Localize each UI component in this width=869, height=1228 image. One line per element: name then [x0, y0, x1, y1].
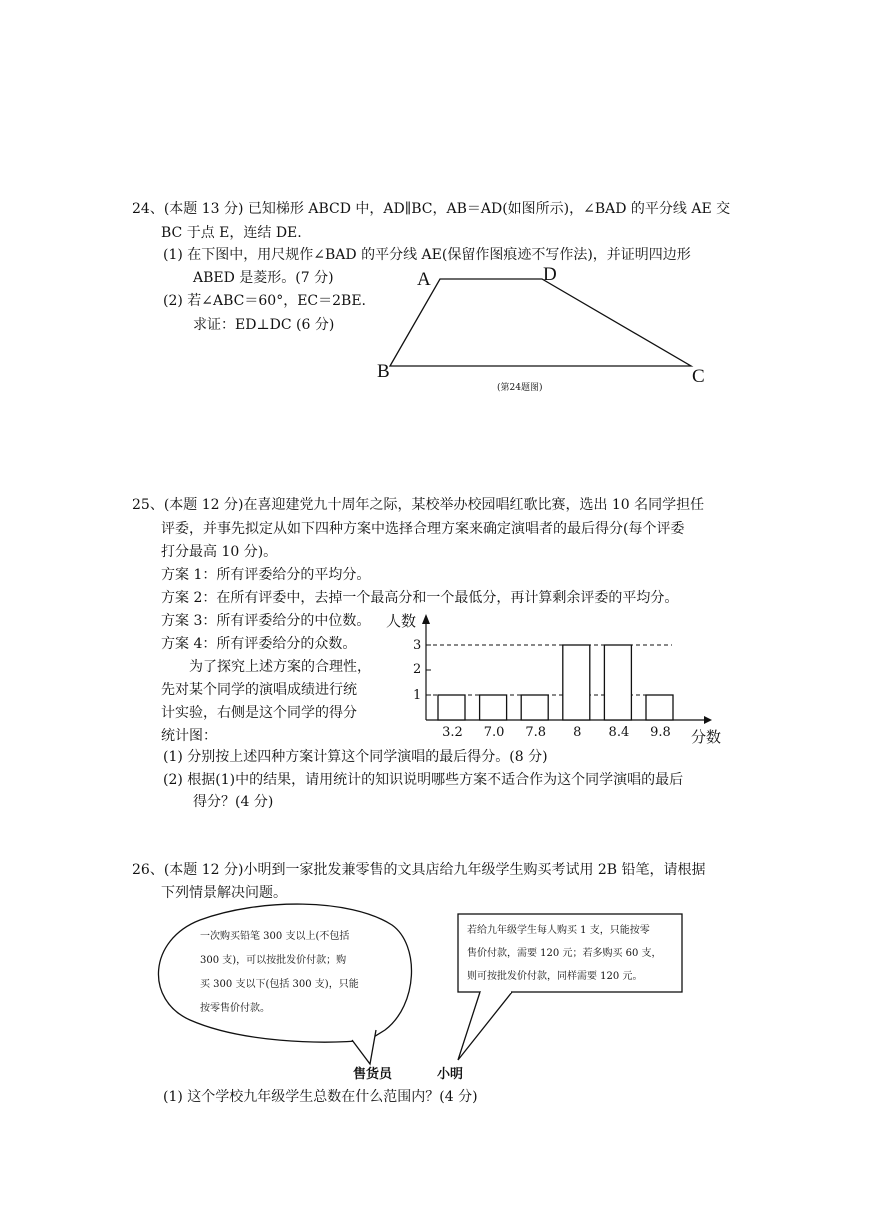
vertex-a-label: A	[417, 269, 431, 290]
q25-stem-line2: 评委，并事先拟定从如下四种方案中选择合理方案来确定演唱者的最后得分(每个评委	[161, 521, 685, 537]
q24-part1-line1: (1) 在下图中，用尺规作∠BAD 的平分线 AE(保留作图痕迹不写作法)，并证明四边形	[163, 247, 691, 263]
x-tick-label-9.8: 9.8	[650, 725, 671, 740]
ming-box-line3: 则可按批发价付款，同样需要 120 元。	[467, 971, 643, 982]
q25-plan4: 方案 4：所有评委给分的众数。	[161, 636, 357, 652]
q25-plan3: 方案 3：所有评委给分的中位数。	[161, 613, 371, 629]
q24-part2-line1: (2) 若∠ABC＝60°，EC＝2BE.	[163, 293, 366, 309]
q25-desc1: 为了探究上述方案的合理性，	[189, 659, 371, 675]
q25-plan1: 方案 1：所有评委给分的平均分。	[161, 567, 371, 583]
vertex-b-label: B	[377, 361, 390, 382]
q24-stem-line1: 24、(本题 13 分) 已知梯形 ABCD 中，AD∥BC，AB＝AD(如图所示)，∠BAD 的平分线 AE 交	[132, 201, 731, 217]
y-tick-label-3: 3	[413, 638, 422, 653]
q25-desc4: 统计图：	[161, 728, 217, 744]
clerk-label: 售货员	[353, 1067, 393, 1082]
clerk-bubble-line3: 买 300 支以下(包括 300 支)，只能	[200, 979, 359, 990]
q25-plan2: 方案 2：在所有评委中，去掉一个最高分和一个最低分，再计算剩余评委的平均分。	[161, 590, 679, 606]
y-tick-label-2: 2	[413, 662, 422, 677]
q25-stem-line1: 25、(本题 12 分)在喜迎建党九十周年之际，某校举办校园唱红歌比赛，选出 10 名同学担任	[132, 497, 705, 513]
q25-part2-line1: (2) 根据(1)中的结果，请用统计的知识说明哪些方案不适合作为这个同学演唱的最后	[163, 772, 684, 788]
q24-part2-line2: 求证：ED⊥DC (6 分)	[193, 317, 335, 333]
ming-box-tail	[458, 992, 512, 1060]
clerk-bubble-line2: 300 支)，可以按批发价付款；购	[200, 955, 347, 966]
ming-box-line2: 售价付款，需要 120 元；若多购买 60 支，	[467, 948, 662, 959]
x-tick-label-7.0: 7.0	[483, 725, 505, 740]
q24-figure-caption: (第24题图)	[497, 383, 543, 393]
ming-label: 小明	[437, 1067, 464, 1082]
x-axis-title: 分数	[691, 728, 722, 746]
y-axis-title: 人数	[386, 612, 417, 630]
q25-desc2: 先对某个同学的演唱成绩进行统	[161, 682, 357, 698]
q25-stem-line3: 打分最高 10 分)。	[161, 544, 278, 560]
q24-stem-line2: BC 于点 E，连结 DE.	[161, 225, 302, 241]
clerk-bubble-line1: 一次购买铅笔 300 支以上(不包括	[200, 931, 350, 942]
x-tick-label-8: 8	[573, 725, 582, 740]
clerk-bubble-line4: 按零售价付款。	[200, 1003, 270, 1014]
x-tick-label-8.4: 8.4	[608, 725, 630, 740]
y-tick-label-1: 1	[413, 688, 422, 703]
x-tick-label-3.2: 3.2	[442, 725, 463, 740]
q25-part1: (1) 分别按上述四种方案计算这个同学演唱的最后得分。(8 分)	[163, 749, 548, 765]
vertex-c-label: C	[692, 366, 705, 387]
q25-desc3: 计实验，右侧是这个同学的得分	[161, 705, 357, 721]
q24-part1-line2: ABED 是菱形。(7 分)	[193, 270, 334, 286]
ming-box-line1: 若给九年级学生每人购买 1 支，只能按零	[467, 925, 650, 936]
q25-part2-line2: 得分？(4 分)	[193, 794, 274, 810]
q26-part1: (1) 这个学校九年级学生总数在什么范围内？(4 分)	[163, 1089, 478, 1105]
vertex-d-label: D	[543, 264, 557, 285]
q26-stem-line2: 下列情景解决问题。	[161, 885, 287, 901]
x-tick-label-7.8: 7.8	[525, 725, 547, 740]
q26-stem-line1: 26、(本题 12 分)小明到一家批发兼零售的文具店给九年级学生购买考试用 2B 铅笔，请根据	[132, 862, 706, 878]
